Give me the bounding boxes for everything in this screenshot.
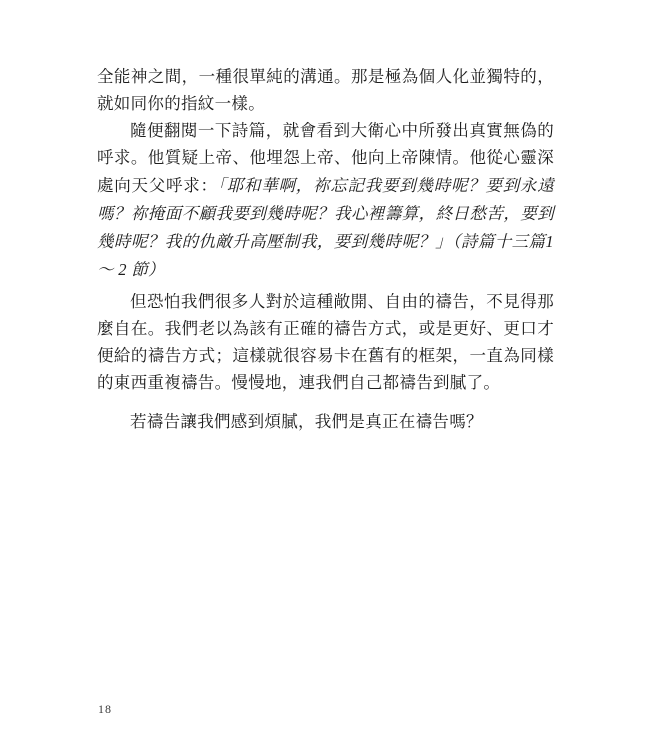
paragraph-continuation: 全能神之間，一種很單純的溝通。那是極為個人化並獨特的，就如同你的指紋一樣。 bbox=[97, 68, 554, 113]
scripture-quote: 「耶和華啊，祢忘記我要到幾時呢？要到永遠嗎？祢掩面不顧我要到幾時呢？我心裡籌算，終日愁苦，要到幾時呢？我的仇敵升高壓制我，要到幾時呢？」 bbox=[97, 176, 554, 251]
paragraph-closing-question: 若禱告讓我們感到煩膩，我們是真正在禱告嗎？ bbox=[130, 413, 483, 431]
scripture-reference: （詩篇十三篇1 ～ 2 節） bbox=[97, 232, 554, 279]
page-content bbox=[97, 64, 554, 436]
paragraph-psalms bbox=[97, 118, 554, 284]
paragraph-psalms-intro: 隨便翻閱一下詩篇，就會看到大衛心中所發出真實無偽的呼求。他質疑上帝、他埋怨上帝、他向上帝陳情。他從心靈深處向天父呼求： bbox=[97, 122, 554, 195]
paragraph-prayer-framework: 但恐怕我們很多人對於這種敞開、自由的禱告，不見得那麼自在。我們老以為該有正確的禱告方式，或是更好、更口才便給的禱告方式；這樣就很容易卡在舊有的框架，一直為同樣的東西重複禱告。慢慢地，連我們自己都禱告到膩了。 bbox=[97, 293, 554, 392]
page-number: 18 bbox=[98, 702, 112, 716]
